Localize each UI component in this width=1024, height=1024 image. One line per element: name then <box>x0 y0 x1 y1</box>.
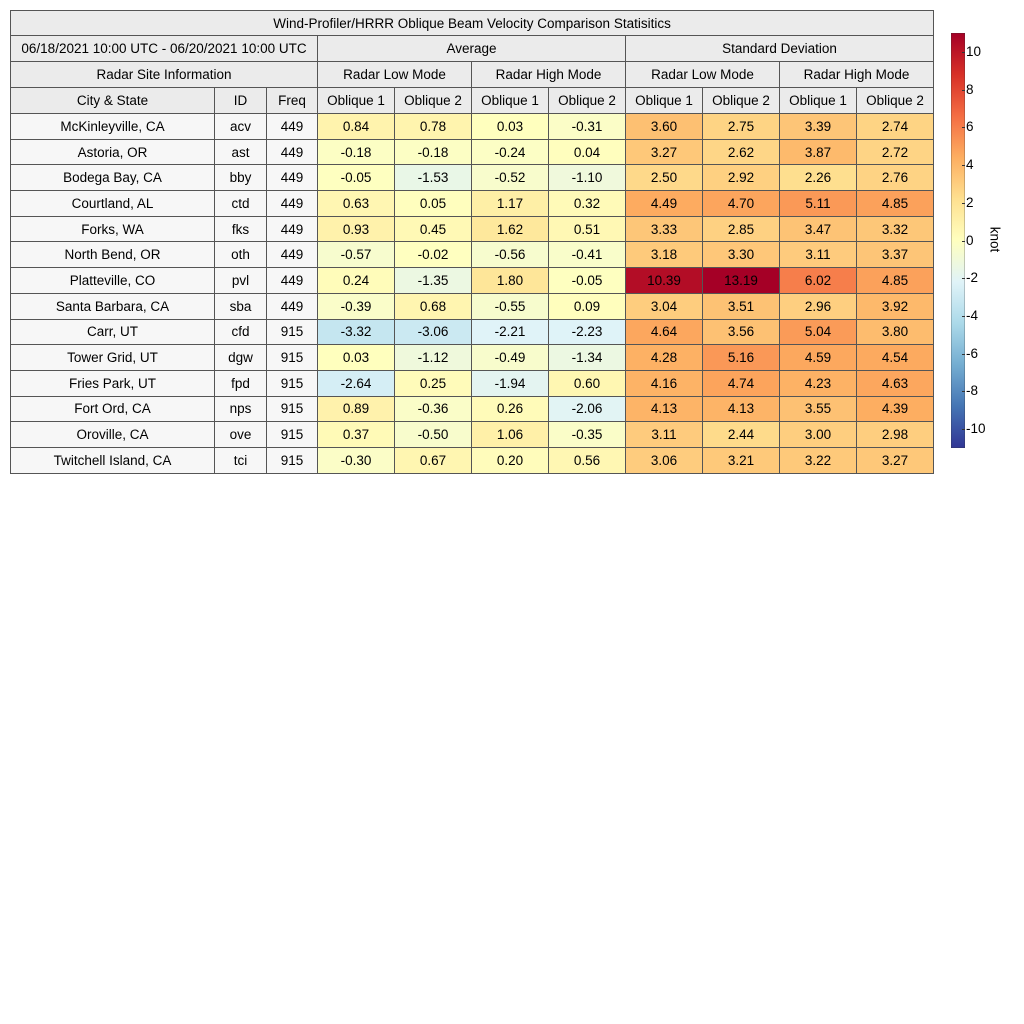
value-cell: 0.63 <box>318 191 395 217</box>
value-cell: 3.80 <box>857 319 934 345</box>
city-cell: Carr, UT <box>11 319 215 345</box>
value-cell: -3.06 <box>395 319 472 345</box>
frequency-cell: 449 <box>267 216 318 242</box>
value-cell: -0.18 <box>395 139 472 165</box>
value-cell: -0.24 <box>472 139 549 165</box>
statistics-table <box>10 10 934 474</box>
value-cell: -0.55 <box>472 293 549 319</box>
value-cell: -1.35 <box>395 268 472 294</box>
column-header: Freq <box>267 88 318 114</box>
column-header: Oblique 1 <box>318 88 395 114</box>
value-cell: 3.27 <box>626 139 703 165</box>
value-cell: 0.60 <box>549 370 626 396</box>
value-cell: 0.05 <box>395 191 472 217</box>
site-id-cell: dgw <box>215 345 267 371</box>
value-cell: -2.21 <box>472 319 549 345</box>
frequency-cell: 449 <box>267 293 318 319</box>
value-cell: 2.44 <box>703 422 780 448</box>
city-cell: Fries Park, UT <box>11 370 215 396</box>
value-cell: 3.21 <box>703 447 780 473</box>
value-cell: 10.39 <box>626 268 703 294</box>
value-cell: 3.30 <box>703 242 780 268</box>
value-cell: 0.37 <box>318 422 395 448</box>
value-cell: 13.19 <box>703 268 780 294</box>
value-cell: 3.87 <box>780 139 857 165</box>
value-cell: 0.89 <box>318 396 395 422</box>
frequency-cell: 449 <box>267 165 318 191</box>
value-cell: 4.85 <box>857 268 934 294</box>
table-row <box>11 345 934 371</box>
table-title: Wind-Profiler/HRRR Oblique Beam Velocity Comparison Statisitics <box>11 11 934 36</box>
value-cell: -2.23 <box>549 319 626 345</box>
colorbar-tick-mark <box>962 278 965 279</box>
value-cell: 4.13 <box>626 396 703 422</box>
value-cell: 1.17 <box>472 191 549 217</box>
value-cell: 3.06 <box>626 447 703 473</box>
statistics-table-container <box>10 10 934 474</box>
average-header: Average <box>318 36 626 62</box>
colorbar-tick-mark <box>962 241 965 242</box>
value-cell: 4.54 <box>857 345 934 371</box>
city-cell: Forks, WA <box>11 216 215 242</box>
value-cell: -0.36 <box>395 396 472 422</box>
value-cell: 4.13 <box>703 396 780 422</box>
city-cell: Astoria, OR <box>11 139 215 165</box>
city-cell: North Bend, OR <box>11 242 215 268</box>
colorbar-tick-label: -8 <box>966 383 979 399</box>
value-cell: -0.35 <box>549 422 626 448</box>
frequency-cell: 449 <box>267 268 318 294</box>
value-cell: 5.16 <box>703 345 780 371</box>
site-id-cell: ctd <box>215 191 267 217</box>
city-cell: Fort Ord, CA <box>11 396 215 422</box>
column-header: Oblique 2 <box>703 88 780 114</box>
table-body <box>11 114 934 474</box>
colorbar-label: knot <box>987 226 1003 253</box>
site-id-cell: ast <box>215 139 267 165</box>
table-row <box>11 447 934 473</box>
std-header: Standard Deviation <box>626 36 934 62</box>
value-cell: 2.74 <box>857 114 934 140</box>
value-cell: 3.18 <box>626 242 703 268</box>
value-cell: 5.11 <box>780 191 857 217</box>
frequency-cell: 449 <box>267 114 318 140</box>
column-header: Oblique 2 <box>549 88 626 114</box>
value-cell: 4.23 <box>780 370 857 396</box>
city-cell: Oroville, CA <box>11 422 215 448</box>
value-cell: -0.02 <box>395 242 472 268</box>
value-cell: 1.06 <box>472 422 549 448</box>
frequency-cell: 915 <box>267 447 318 473</box>
table-row <box>11 191 934 217</box>
colorbar-tick-label: 2 <box>966 194 974 210</box>
value-cell: 0.56 <box>549 447 626 473</box>
column-header: City & State <box>11 88 215 114</box>
city-cell: Tower Grid, UT <box>11 345 215 371</box>
value-cell: -0.50 <box>395 422 472 448</box>
value-cell: 4.70 <box>703 191 780 217</box>
value-cell: 0.45 <box>395 216 472 242</box>
colorbar-tick-mark <box>962 391 965 392</box>
value-cell: 4.28 <box>626 345 703 371</box>
site-id-cell: acv <box>215 114 267 140</box>
std-high-mode-header: Radar High Mode <box>780 62 934 88</box>
value-cell: -0.31 <box>549 114 626 140</box>
frequency-cell: 915 <box>267 345 318 371</box>
value-cell: -0.41 <box>549 242 626 268</box>
value-cell: 2.26 <box>780 165 857 191</box>
table-row <box>11 268 934 294</box>
table-row <box>11 114 934 140</box>
site-id-cell: cfd <box>215 319 267 345</box>
value-cell: 0.04 <box>549 139 626 165</box>
value-cell: 3.92 <box>857 293 934 319</box>
value-cell: 4.85 <box>857 191 934 217</box>
table-row <box>11 139 934 165</box>
table-row <box>11 293 934 319</box>
value-cell: 0.84 <box>318 114 395 140</box>
value-cell: -1.10 <box>549 165 626 191</box>
colorbar-tick-mark <box>962 354 965 355</box>
site-id-cell: tci <box>215 447 267 473</box>
value-cell: -1.12 <box>395 345 472 371</box>
colorbar-tick-mark <box>962 165 965 166</box>
colorbar-tick-label: 4 <box>966 157 974 173</box>
value-cell: 3.22 <box>780 447 857 473</box>
site-id-cell: fpd <box>215 370 267 396</box>
frequency-cell: 915 <box>267 370 318 396</box>
value-cell: 4.39 <box>857 396 934 422</box>
column-header-row <box>11 88 934 114</box>
date-range: 06/18/2021 10:00 UTC - 06/20/2021 10:00 UTC <box>11 36 318 62</box>
value-cell: 3.55 <box>780 396 857 422</box>
value-cell: -0.18 <box>318 139 395 165</box>
value-cell: 2.98 <box>857 422 934 448</box>
frequency-cell: 915 <box>267 319 318 345</box>
column-header: ID <box>215 88 267 114</box>
colorbar-tick-label: -6 <box>966 345 979 361</box>
value-cell: 0.32 <box>549 191 626 217</box>
value-cell: -0.52 <box>472 165 549 191</box>
city-cell: Santa Barbara, CA <box>11 293 215 319</box>
colorbar-tick-label: -4 <box>966 307 979 323</box>
value-cell: 3.47 <box>780 216 857 242</box>
value-cell: 2.85 <box>703 216 780 242</box>
site-id-cell: nps <box>215 396 267 422</box>
frequency-cell: 449 <box>267 242 318 268</box>
value-cell: 0.51 <box>549 216 626 242</box>
value-cell: 0.03 <box>318 345 395 371</box>
value-cell: -2.64 <box>318 370 395 396</box>
colorbar-tick-mark <box>962 316 965 317</box>
value-cell: 4.59 <box>780 345 857 371</box>
table-row <box>11 370 934 396</box>
value-cell: -1.34 <box>549 345 626 371</box>
value-cell: 0.68 <box>395 293 472 319</box>
column-header: Oblique 1 <box>780 88 857 114</box>
column-header: Oblique 1 <box>626 88 703 114</box>
std-low-mode-header: Radar Low Mode <box>626 62 780 88</box>
value-cell: 3.39 <box>780 114 857 140</box>
value-cell: -0.56 <box>472 242 549 268</box>
value-cell: 3.56 <box>703 319 780 345</box>
value-cell: 4.63 <box>857 370 934 396</box>
city-cell: Platteville, CO <box>11 268 215 294</box>
value-cell: 1.80 <box>472 268 549 294</box>
value-cell: 3.04 <box>626 293 703 319</box>
site-id-cell: pvl <box>215 268 267 294</box>
value-cell: -0.57 <box>318 242 395 268</box>
colorbar-tick-mark <box>962 90 965 91</box>
value-cell: 4.49 <box>626 191 703 217</box>
colorbar-tick-mark <box>962 203 965 204</box>
colorbar-tick-label: -2 <box>966 270 979 286</box>
colorbar-tick-label: 10 <box>966 43 982 59</box>
city-cell: McKinleyville, CA <box>11 114 215 140</box>
value-cell: 3.37 <box>857 242 934 268</box>
value-cell: -2.06 <box>549 396 626 422</box>
value-cell: -0.05 <box>318 165 395 191</box>
value-cell: 0.20 <box>472 447 549 473</box>
city-cell: Bodega Bay, CA <box>11 165 215 191</box>
site-info-header: Radar Site Information <box>11 62 318 88</box>
value-cell: 4.16 <box>626 370 703 396</box>
value-cell: 0.67 <box>395 447 472 473</box>
frequency-cell: 449 <box>267 139 318 165</box>
avg-high-mode-header: Radar High Mode <box>472 62 626 88</box>
table-row <box>11 422 934 448</box>
frequency-cell: 915 <box>267 396 318 422</box>
value-cell: 2.76 <box>857 165 934 191</box>
value-cell: 1.62 <box>472 216 549 242</box>
table-row <box>11 165 934 191</box>
colorbar-tick-label: -10 <box>966 421 986 437</box>
value-cell: 0.03 <box>472 114 549 140</box>
value-cell: 4.64 <box>626 319 703 345</box>
column-header: Oblique 1 <box>472 88 549 114</box>
value-cell: 0.26 <box>472 396 549 422</box>
value-cell: 3.33 <box>626 216 703 242</box>
value-cell: 2.92 <box>703 165 780 191</box>
site-id-cell: oth <box>215 242 267 268</box>
colorbar-tick-label: 6 <box>966 119 974 135</box>
colorbar-tick-label: 8 <box>966 81 974 97</box>
table-row <box>11 216 934 242</box>
value-cell: 3.00 <box>780 422 857 448</box>
colorbar-tick-label: 0 <box>966 232 974 248</box>
site-id-cell: fks <box>215 216 267 242</box>
value-cell: 0.24 <box>318 268 395 294</box>
site-id-cell: bby <box>215 165 267 191</box>
value-cell: 3.60 <box>626 114 703 140</box>
value-cell: -1.94 <box>472 370 549 396</box>
value-cell: -0.39 <box>318 293 395 319</box>
value-cell: -0.05 <box>549 268 626 294</box>
value-cell: 2.62 <box>703 139 780 165</box>
value-cell: -3.32 <box>318 319 395 345</box>
colorbar-tick-mark <box>962 52 965 53</box>
value-cell: 3.51 <box>703 293 780 319</box>
frequency-cell: 915 <box>267 422 318 448</box>
value-cell: 3.27 <box>857 447 934 473</box>
avg-low-mode-header: Radar Low Mode <box>318 62 472 88</box>
value-cell: 2.75 <box>703 114 780 140</box>
frequency-cell: 449 <box>267 191 318 217</box>
table-row <box>11 396 934 422</box>
city-cell: Twitchell Island, CA <box>11 447 215 473</box>
site-id-cell: sba <box>215 293 267 319</box>
value-cell: 2.50 <box>626 165 703 191</box>
colorbar-tick-mark <box>962 429 965 430</box>
value-cell: 3.11 <box>626 422 703 448</box>
value-cell: 0.93 <box>318 216 395 242</box>
value-cell: -0.30 <box>318 447 395 473</box>
value-cell: 0.78 <box>395 114 472 140</box>
column-header: Oblique 2 <box>395 88 472 114</box>
site-id-cell: ove <box>215 422 267 448</box>
value-cell: 0.09 <box>549 293 626 319</box>
value-cell: 6.02 <box>780 268 857 294</box>
value-cell: 3.32 <box>857 216 934 242</box>
value-cell: -0.49 <box>472 345 549 371</box>
table-row <box>11 319 934 345</box>
column-header: Oblique 2 <box>857 88 934 114</box>
value-cell: 2.96 <box>780 293 857 319</box>
value-cell: -1.53 <box>395 165 472 191</box>
value-cell: 5.04 <box>780 319 857 345</box>
value-cell: 3.11 <box>780 242 857 268</box>
value-cell: 4.74 <box>703 370 780 396</box>
value-cell: 0.25 <box>395 370 472 396</box>
table-row <box>11 242 934 268</box>
city-cell: Courtland, AL <box>11 191 215 217</box>
value-cell: 2.72 <box>857 139 934 165</box>
colorbar-tick-mark <box>962 127 965 128</box>
